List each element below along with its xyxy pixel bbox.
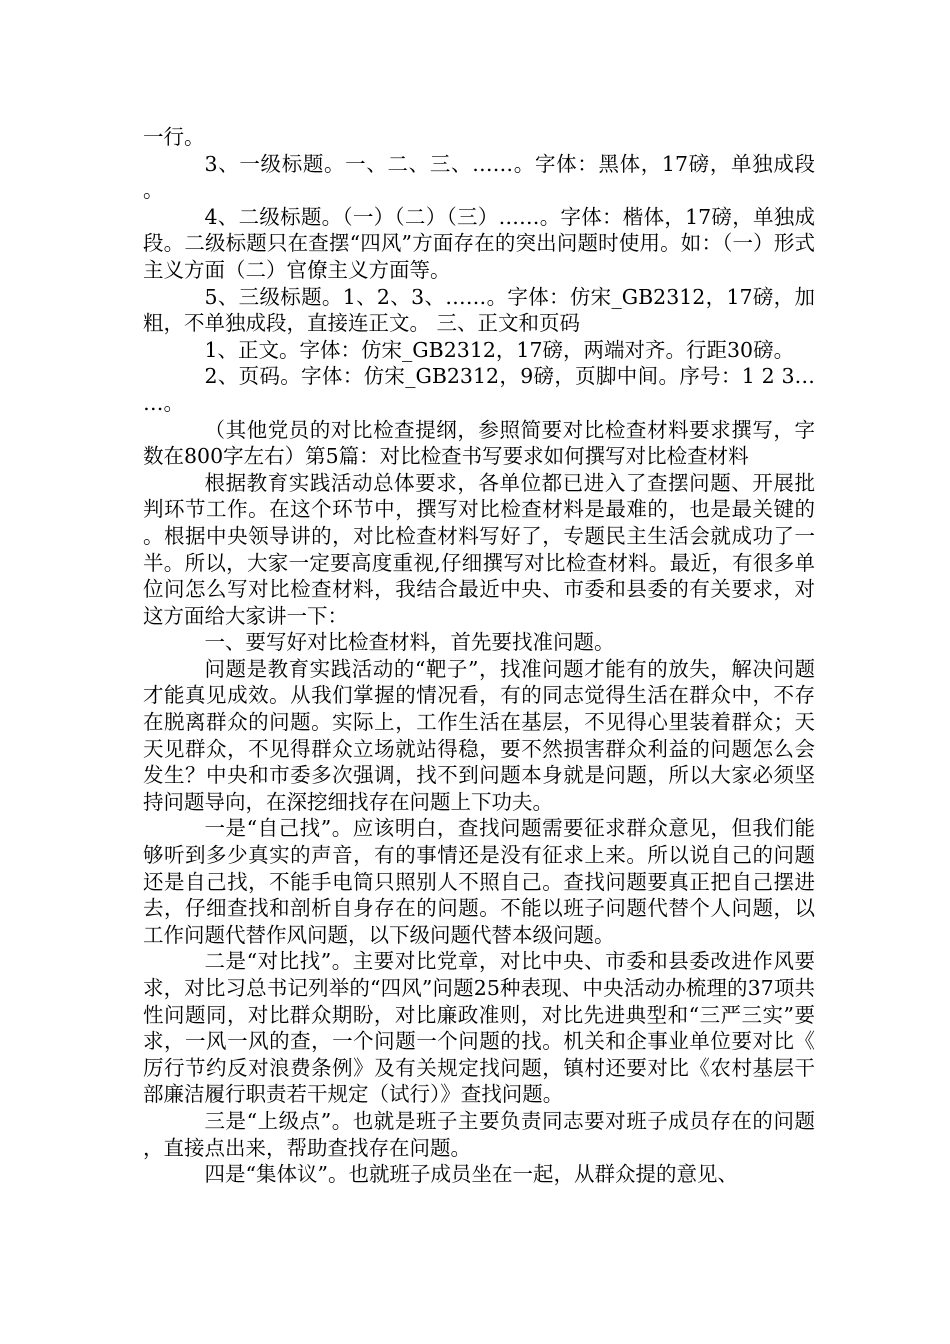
body-paragraph-8: 根据教育实践活动总体要求，各单位都已进入了查摆问题、开展批判环节工作。在这个环节中，撰写对比检查材料是最难的，也是最关键的。根据中央领导讲的，对比检查材料写好了，专题民主生活会就成功了一半。所以，大家一定要高度重视,仔细撰写对比检查材料。最近，有很多单位问怎么写对比检查材料，我结合最近中央、市委和县委的有关要求，对这方面给大家讲一下： <box>143 470 815 628</box>
body-paragraph-5: 1、正文。字体：仿宋_GB2312，17磅，两端对齐。行距30磅。 <box>204 337 795 362</box>
body-paragraph-14: 四是“集体议”。也就班子成员坐在一起，从群众提的意见、 <box>204 1162 738 1187</box>
body-paragraph-6: 2、页码。字体：仿宋_GB2312，9磅，页脚中间。序号：1 2 3……。 <box>143 364 815 415</box>
document-body <box>143 124 815 1188</box>
body-paragraph-7: （其他党员的对比检查提纲，参照简要对比检查材料要求撰写，字数在800字左右）第5篇：对比检查书写要求如何撰写对比检查材料 <box>143 417 815 469</box>
body-paragraph-2: 3、一级标题。一、二、三、……。字体：黑体，17磅，单独成段。 <box>143 151 815 203</box>
body-paragraph-13: 三是“上级点”。也就是班子主要负责同志要对班子成员存在的问题，直接点出来，帮助查找存在问题。 <box>143 1108 815 1160</box>
body-paragraph-12: 二是“对比找”。主要对比党章，对比中央、市委和县委改进作风要求，对比习总书记列举的“四风”问题25种表现、中央活动办梳理的37项共性问题同，对比群众期盼，对比廉政准则，对比先进典型和“三严三实”要求，一风一风的查，一个问题一个问题的找。机关和企事业单位要对比《厉行节约反对浪费条例》及有关规定找问题，镇村还要对比《农村基层干部廉洁履行职责若干规定（试行）》查找问题。 <box>143 949 815 1107</box>
body-paragraph-11: 一是“自己找”。应该明白，查找问题需要征求群众意见，但我们能够听到多少真实的声音，有的事情还是没有征求上来。所以说自己的问题还是自己找，不能手电筒只照别人不照自己。查找问题要真正把自己摆进去，仔细查找和剖析自身存在的问题。不能以班子问题代替个人问题，以工作问题代替作风问题，以下级问题代替本级问题。 <box>143 816 815 947</box>
body-paragraph-9: 一、要写好对比检查材料，首先要找准问题。 <box>204 630 615 655</box>
body-paragraph-4: 5、三级标题。1、2、3、……。字体：仿宋_GB2312，17磅，加粗，不单独成段，直接连正文。 三、正文和页码 <box>143 284 815 336</box>
body-paragraph-3: 4、二级标题。（一）（二）（三）……。字体：楷体，17磅，单独成段。二级标题只在查摆“四风”方面存在的突出问题时使用。如：（一）形式主义方面（二）官僚主义方面等。 <box>143 204 815 282</box>
body-paragraph-1: 一行。 <box>143 125 205 149</box>
body-paragraph-10: 问题是教育实践活动的“靶子”，找准问题才能有的放失，解决问题才能真见成效。从我们掌握的情况看，有的同志觉得生活在群众中，不存在脱离群众的问题。实际上，工作生活在基层，不见得心里装着群众；天天见群众，不见得群众立场就站得稳，要不然损害群众利益的问题怎么会发生？中央和市委多次强调，找不到问题本身就是问题，所以大家必须坚持问题导向，在深挖细找存在问题上下功夫。 <box>143 656 815 814</box>
